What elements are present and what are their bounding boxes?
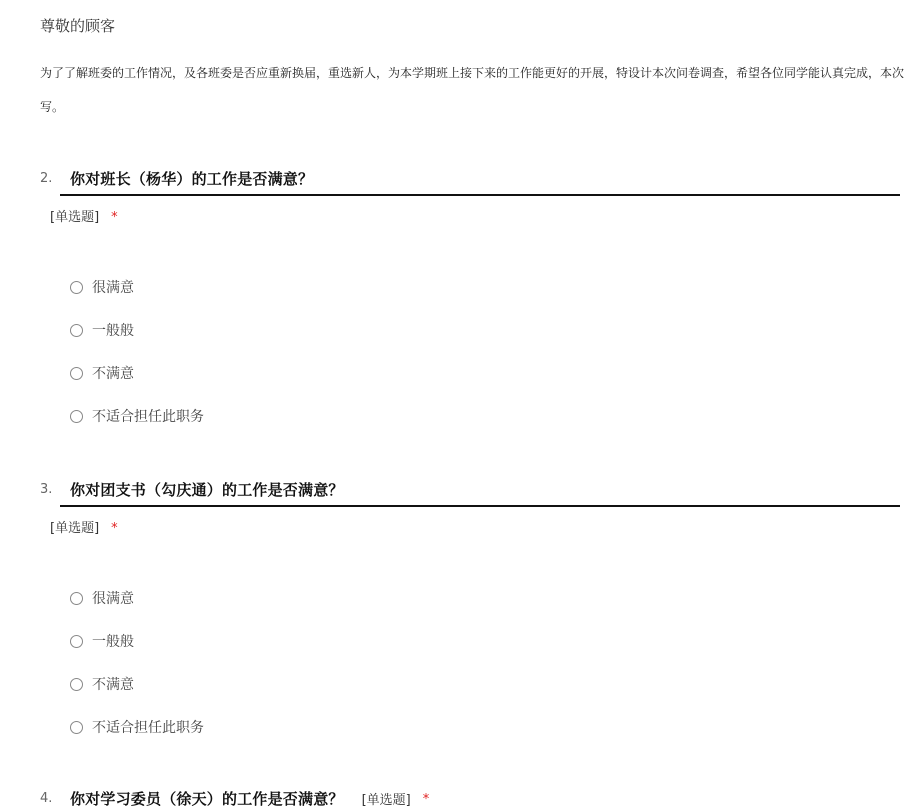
question-title: 你对团支书（勾庆通）的工作是否满意？ (70, 481, 344, 499)
option-label: 不满意 (92, 677, 134, 693)
option-label: 不满意 (92, 366, 134, 382)
option-very-satisfied[interactable] (70, 277, 134, 297)
option-average[interactable] (70, 631, 134, 651)
question-title: 你对学习委员（徐天）的工作是否满意？ (70, 790, 344, 808)
question-type: [单选题] (50, 521, 100, 536)
required-marker: * (111, 210, 118, 225)
radio-button[interactable] (70, 367, 83, 380)
question-number: 2. (40, 171, 53, 186)
intro-line-1: 为了了解班委的工作情况，及各班委是否应重新换届，重选新人，为本学期班上接下来的工作能更好的开展，特设计本次问卷调查，希望各位同学能认真完成，本次 (40, 66, 904, 80)
question-type-label (50, 517, 118, 536)
question-type-label (50, 206, 118, 225)
survey-intro (40, 56, 904, 124)
radio-button[interactable] (70, 410, 83, 423)
greeting-heading: 尊敬的顾客 (40, 17, 116, 35)
question-type: [单选题] (50, 210, 100, 225)
question-divider (60, 194, 900, 196)
option-dissatisfied[interactable] (70, 674, 134, 694)
radio-button[interactable] (70, 324, 83, 337)
option-dissatisfied[interactable] (70, 363, 134, 383)
radio-button[interactable] (70, 721, 83, 734)
question-header (40, 788, 429, 812)
question-type: [单选题] (361, 793, 411, 808)
option-label: 很满意 (92, 280, 134, 296)
radio-button[interactable] (70, 281, 83, 294)
option-very-satisfied[interactable] (70, 588, 134, 608)
intro-line-2: 写。 (40, 100, 65, 114)
question-divider (60, 505, 900, 507)
question-header (40, 479, 344, 503)
option-label: 不适合担任此职务 (92, 409, 204, 425)
question-number: 3. (40, 482, 53, 497)
radio-button[interactable] (70, 678, 83, 691)
question-title: 你对班长（杨华）的工作是否满意？ (70, 170, 314, 188)
question-header (40, 168, 313, 192)
radio-button[interactable] (70, 635, 83, 648)
option-average[interactable] (70, 320, 134, 340)
option-unfit-for-role[interactable] (70, 717, 204, 737)
option-label: 不适合担任此职务 (92, 720, 204, 736)
required-marker: * (422, 792, 430, 807)
required-marker: * (111, 521, 118, 536)
option-label: 很满意 (92, 591, 134, 607)
radio-button[interactable] (70, 592, 83, 605)
option-label: 一般般 (92, 323, 134, 339)
option-label: 一般般 (92, 634, 134, 650)
option-unfit-for-role[interactable] (70, 406, 204, 426)
question-number: 4. (40, 791, 53, 806)
